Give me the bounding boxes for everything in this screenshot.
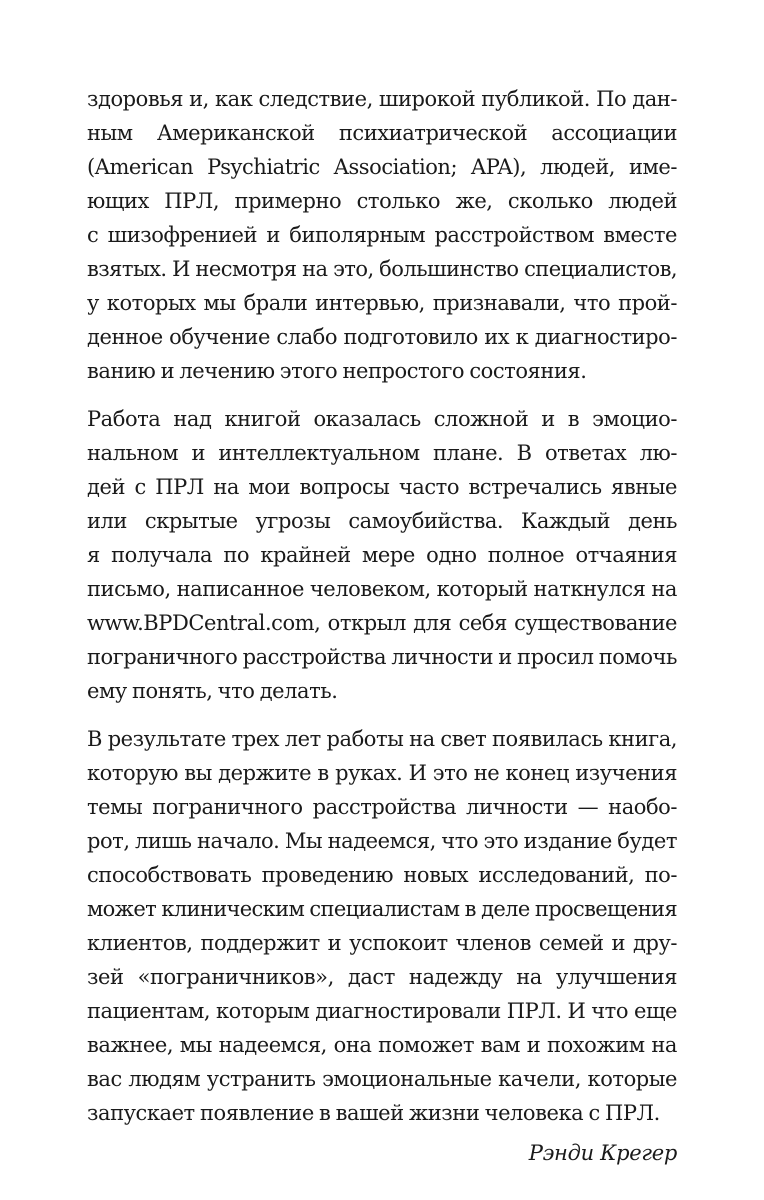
text-line: вас людям устранить эмоциональные качели, которые bbox=[87, 1067, 677, 1091]
text-line: дей с ПРЛ на мои вопросы часто встречались явные bbox=[87, 475, 677, 499]
text-line: (American Psychiatric Association; APA), людей, име- bbox=[87, 155, 677, 179]
text-line: взятых. И несмотря на это, большинство специалистов, bbox=[87, 257, 677, 281]
text-line: может клиническим специалистам в деле просвещения bbox=[87, 897, 677, 921]
text-line: Работа над книгой оказалась сложной и в эмоцио- bbox=[87, 407, 677, 431]
text-line: я получала по крайней мере одно полное отчаяния bbox=[87, 543, 677, 567]
text-line: ющих ПРЛ, примерно столько же, сколько людей bbox=[87, 189, 677, 213]
text-line: ванию и лечению этого непростого состояния. bbox=[87, 359, 587, 383]
author-signature: Рэнди Крегер bbox=[528, 1141, 677, 1165]
text-line: важнее, мы надеемся, она поможет вам и похожим на bbox=[87, 1033, 677, 1057]
text-line: зей «пограничников», даст надежду на улучшения bbox=[87, 965, 677, 989]
paragraph-3 bbox=[87, 722, 677, 1130]
text-line: www.BPDCentral.com, открыл для себя существование bbox=[87, 611, 677, 635]
text-line: денное обучение слабо подготовило их к диагностиро- bbox=[87, 325, 677, 349]
text-line: или скрытые угрозы самоубийства. Каждый день bbox=[87, 509, 677, 533]
text-line: которую вы держите в руках. И это не конец изучения bbox=[87, 761, 677, 785]
paragraph-1 bbox=[87, 82, 677, 388]
text-line: рот, лишь начало. Мы надеемся, что это издание будет bbox=[87, 829, 677, 853]
text-line: ным Американской психиатрической ассоциации bbox=[87, 121, 677, 145]
text-line: темы пограничного расстройства личности — наобо- bbox=[87, 795, 677, 819]
text-line: пограничного расстройства личности и просил помочь bbox=[87, 645, 677, 669]
text-line: здоровья и, как следствие, широкой публикой. По дан- bbox=[87, 87, 677, 111]
text-line: пациентам, которым диагностировали ПРЛ. И что еще bbox=[87, 999, 677, 1023]
text-line: клиентов, поддержит и успокоит членов семей и дру- bbox=[87, 931, 677, 955]
text-line: с шизофренией и биполярным расстройством вместе bbox=[87, 223, 677, 247]
text-line: способствовать проведению новых исследований, по- bbox=[87, 863, 677, 887]
text-line: запускает появление в вашей жизни человека с ПРЛ. bbox=[87, 1101, 660, 1125]
document-page bbox=[87, 82, 677, 1170]
text-line: письмо, написанное человеком, который наткнулся на bbox=[87, 577, 677, 601]
text-line: ему понять, что делать. bbox=[87, 679, 338, 703]
paragraph-2 bbox=[87, 402, 677, 708]
text-line: В результате трех лет работы на свет появилась книга, bbox=[87, 727, 677, 751]
text-line: нальном и интеллектуальном плане. В ответах лю- bbox=[87, 441, 677, 465]
text-line: у которых мы брали интервью, признавали, что прой- bbox=[87, 291, 677, 315]
